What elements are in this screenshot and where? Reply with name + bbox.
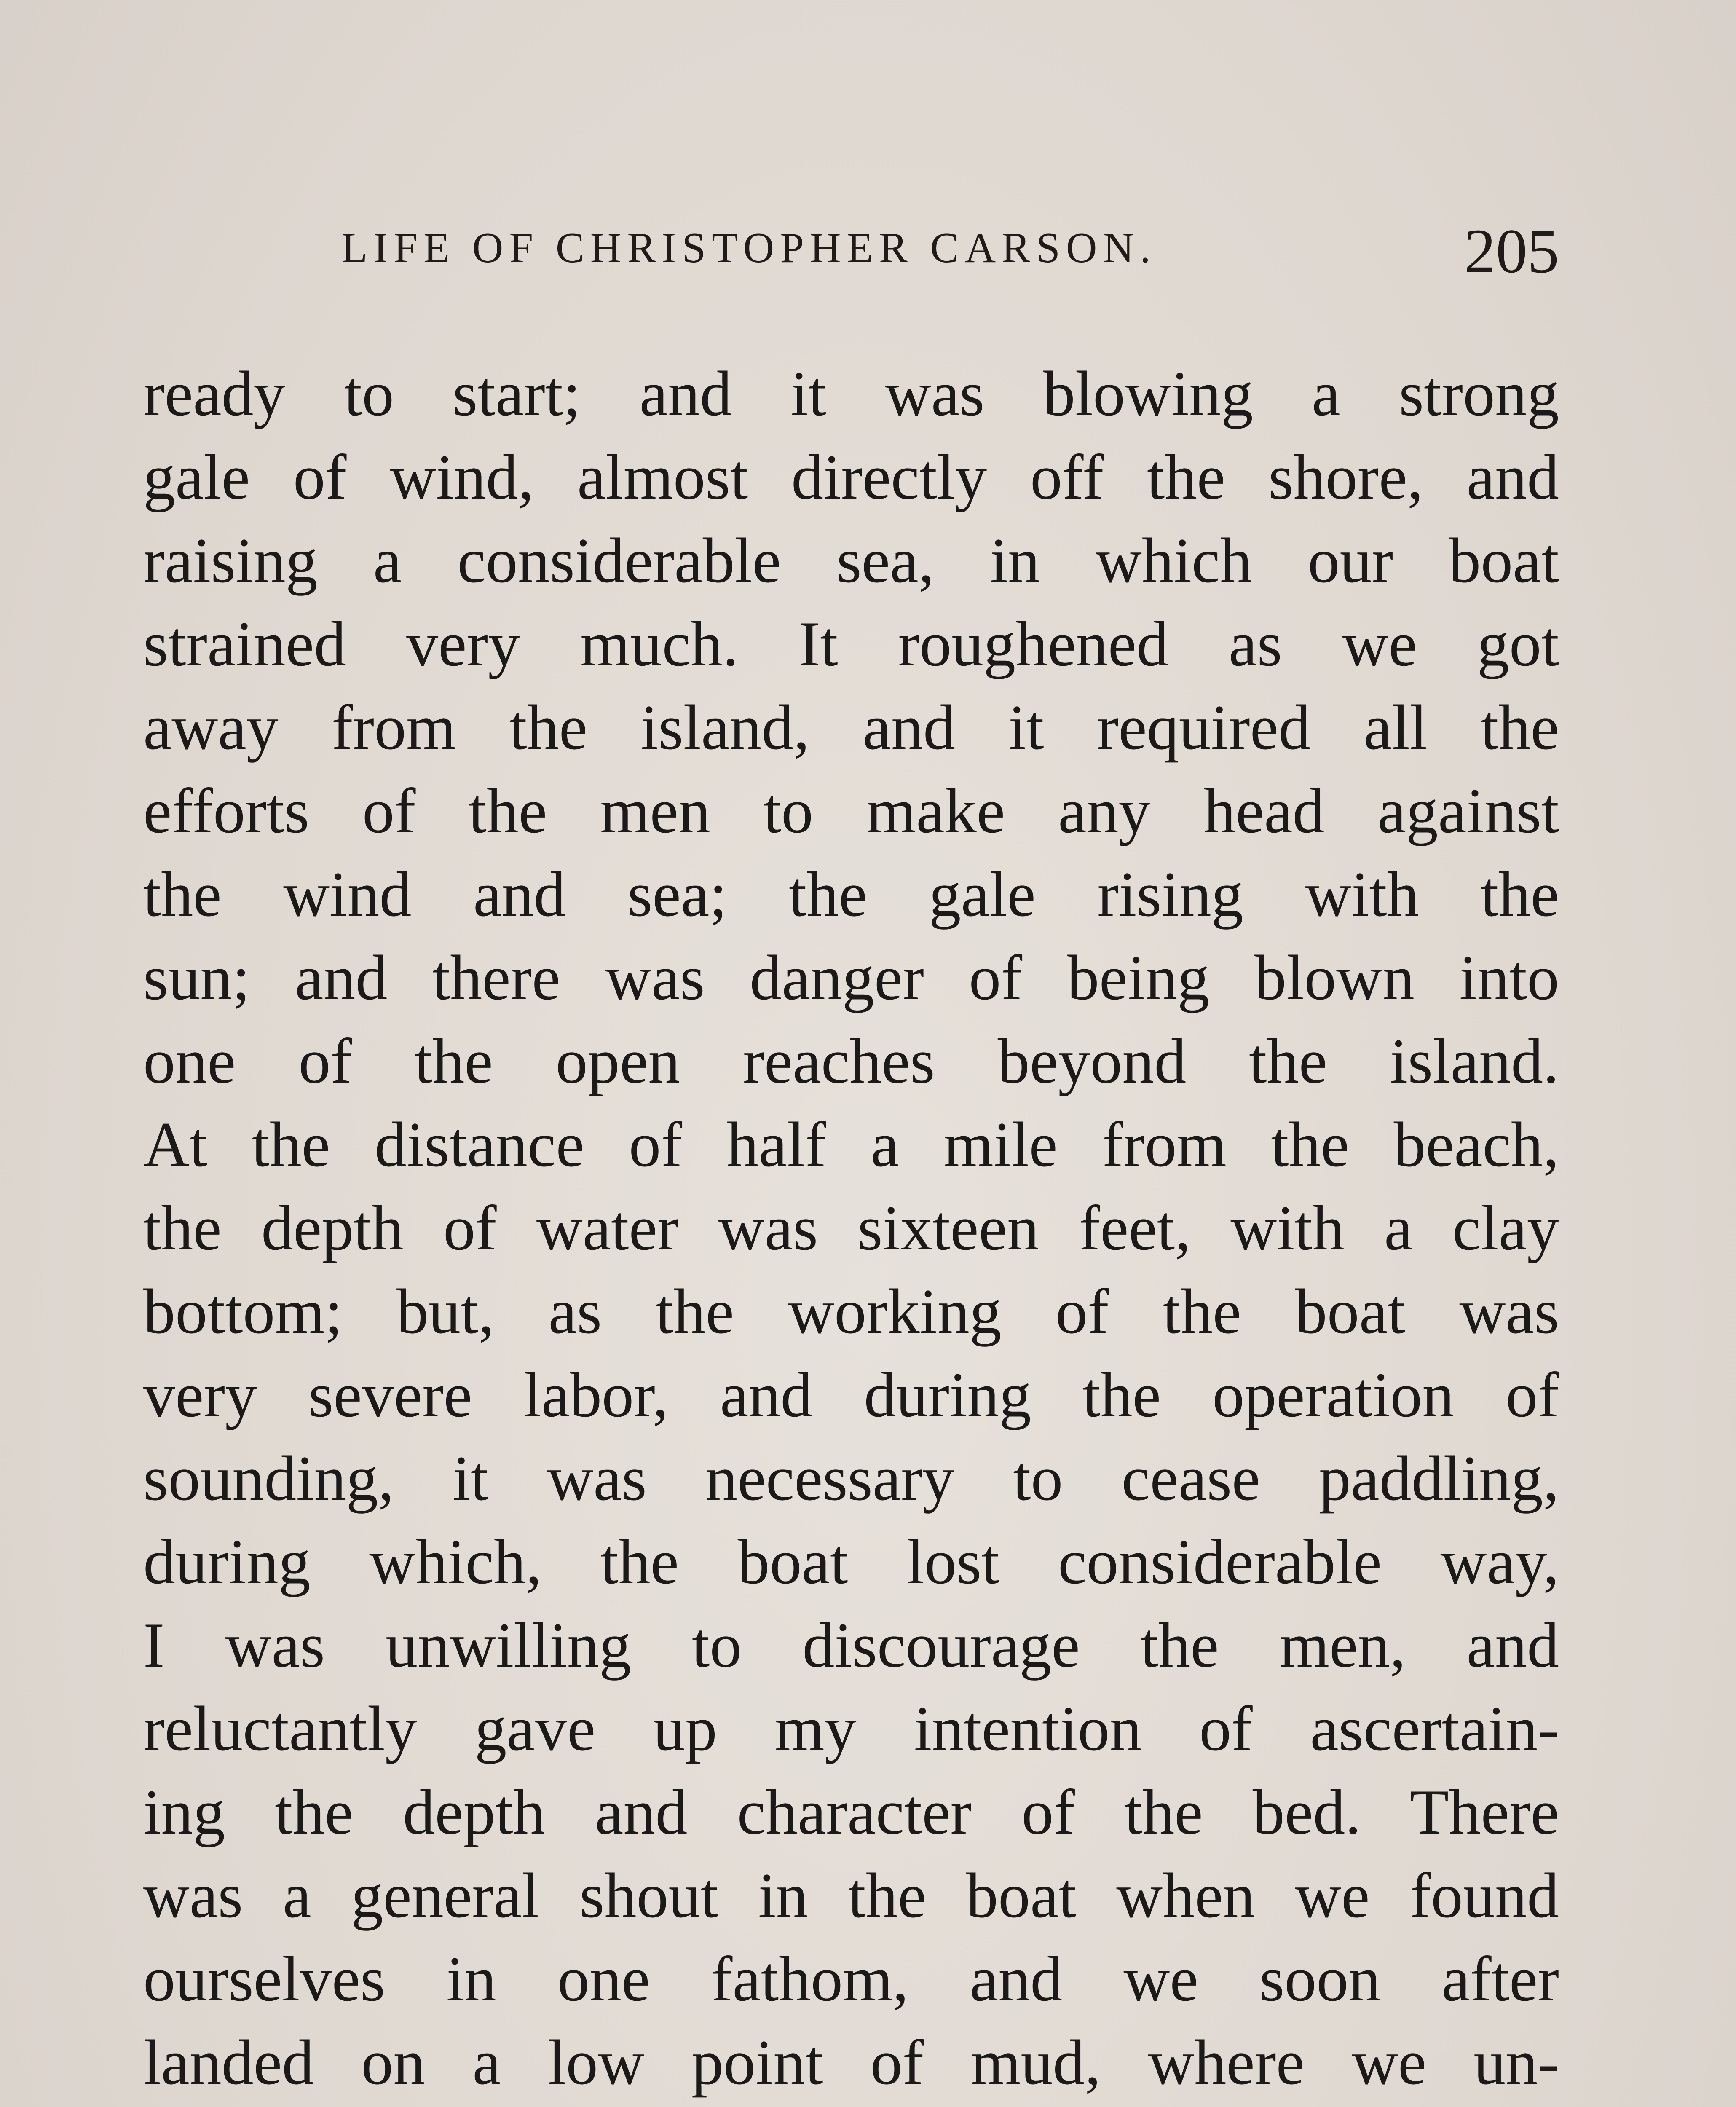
paragraph-1 [143, 352, 1559, 2107]
text-line: bottom; but, as the working of the boat was [143, 1276, 1559, 1347]
text-line: ourselves in one fathom, and we soon after [143, 1943, 1559, 2014]
text-line: one of the open reaches beyond the island. [143, 1026, 1559, 1096]
text-line: sun; and there was danger of being blown into [143, 942, 1559, 1013]
text-line: very severe labor, and during the operation of [143, 1359, 1559, 1430]
text-line: efforts of the men to make any head against [143, 775, 1559, 846]
text-line: during which, the boat lost considerable way, [143, 1526, 1559, 1597]
text-line: ready to start; and it was blowing a strong [143, 358, 1559, 429]
page-number: 205 [1464, 216, 1559, 286]
text-line: gale of wind, almost directly off the shore, and [143, 442, 1559, 512]
text-line: the depth of water was sixteen feet, with a clay [143, 1193, 1559, 1263]
page-header [143, 215, 1559, 286]
text-line: raising a considerable sea, in which our boat [143, 525, 1559, 596]
text-line: reluctantly gave up my intention of ascertain- [143, 1693, 1559, 1764]
text-line: I was unwilling to discourage the men, and [143, 1610, 1559, 1681]
body-text [143, 352, 1559, 2107]
text-line: sounding, it was necessary to cease paddling, [143, 1443, 1559, 1514]
text-line: strained very much. It roughened as we got [143, 609, 1559, 679]
text-line [143, 2104, 1559, 2107]
text-line: was a general shout in the boat when we found [143, 1860, 1559, 1931]
running-title: LIFE OF CHRISTOPHER CARSON. [341, 224, 1157, 272]
text-line: the wind and sea; the gale rising with the [143, 859, 1559, 930]
text-line: At the distance of half a mile from the beach, [143, 1109, 1559, 1180]
text-line: landed on a low point of mud, where we un- [143, 2027, 1559, 2098]
text-line: ing the depth and character of the bed. There [143, 1777, 1559, 1847]
text-line: away from the island, and it required all the [143, 692, 1559, 763]
